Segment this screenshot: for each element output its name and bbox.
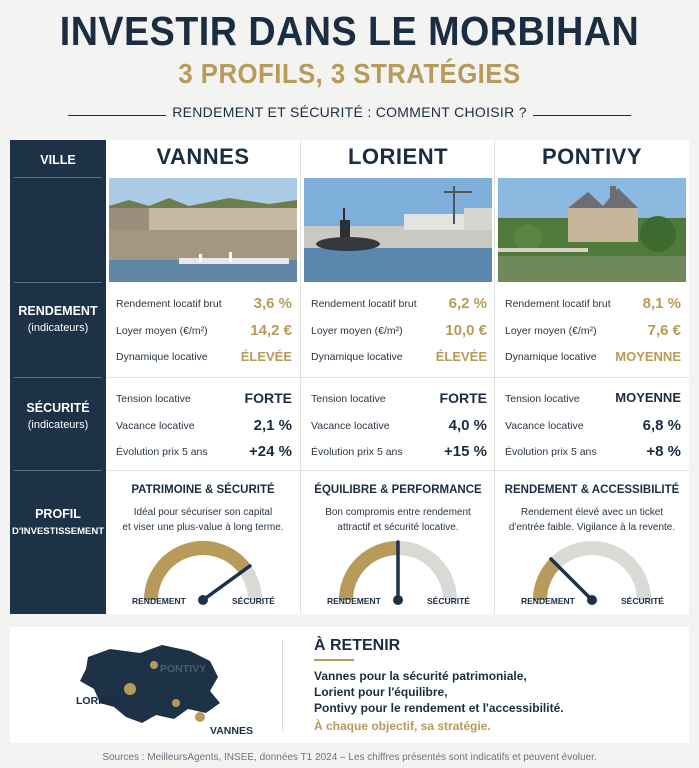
divider-line-right	[533, 115, 631, 116]
gauge-label-rendement: RENDEMENT	[132, 596, 186, 606]
city-column-lorient	[301, 140, 495, 614]
indicator-row	[311, 295, 487, 315]
retain-line: Vannes pour la sécurité patrimoniale,	[314, 669, 527, 683]
indicator-value: 6,8 %	[642, 417, 681, 434]
indicator-label: Dynamique locative	[505, 351, 597, 363]
retain-divider	[282, 639, 283, 731]
rendement-title: RENDEMENT	[18, 304, 98, 318]
map-label-vannes: VANNES	[210, 725, 253, 737]
indicator-row	[505, 443, 681, 463]
gauge-fill	[346, 548, 398, 600]
rendement-label	[10, 303, 106, 337]
securite-subtitle: (indicateurs)	[27, 419, 89, 431]
sidebar-separator	[14, 377, 102, 378]
indicator-label: Loyer moyen (€/m²)	[311, 325, 403, 337]
indicator-row	[116, 295, 292, 315]
indicator-label: Évolution prix 5 ans	[116, 446, 208, 458]
indicator-label: Tension locative	[311, 393, 386, 405]
indicator-label: Tension locative	[505, 393, 580, 405]
indicator-row	[116, 322, 292, 342]
city-name: VANNES	[156, 144, 250, 169]
indicator-label: Rendement locatif brut	[505, 298, 611, 310]
gauge-hub	[393, 595, 403, 605]
indicator-value: 3,6 %	[253, 295, 292, 312]
indicator-row	[311, 443, 487, 463]
page-subtitle: 3 PROFILS, 3 STRATÉGIES	[178, 58, 521, 89]
profil-subtitle: D'INVESTISSEMENT	[12, 526, 104, 537]
indicator-label: Loyer moyen (€/m²)	[505, 325, 597, 337]
indicator-label: Évolution prix 5 ans	[505, 446, 597, 458]
indicator-value: +8 %	[646, 443, 681, 460]
indicator-label: Rendement locatif brut	[311, 298, 417, 310]
gauge-fill	[151, 548, 245, 600]
profile-description	[309, 505, 487, 535]
gauge-track	[540, 548, 644, 600]
indicator-row	[505, 295, 681, 315]
indicator-value: ÉLEVÉE	[240, 349, 292, 364]
indicator-value: MOYENNE	[615, 349, 681, 364]
profil-title: PROFIL	[35, 507, 81, 521]
retain-conclusion: À chaque objectif, sa stratégie.	[314, 719, 491, 733]
gauge-label-securite: SÉCURITÉ	[621, 596, 664, 606]
city-photo-vannes	[109, 178, 297, 282]
indicator-row	[505, 390, 681, 410]
retain-title: À RETENIR	[314, 637, 401, 654]
indicator-row	[505, 348, 681, 368]
city-photo-pontivy	[498, 178, 686, 282]
indicator-value: +15 %	[444, 443, 487, 460]
indicator-value: MOYENNE	[615, 390, 681, 405]
gauge-fill	[540, 563, 555, 600]
indicator-label: Vacance locative	[116, 420, 195, 432]
indicator-value: ÉLEVÉE	[435, 349, 487, 364]
ville-label: VILLE	[40, 153, 76, 167]
indicator-value: 4,0 %	[448, 417, 487, 434]
gauge-hub	[587, 595, 597, 605]
profil-label	[10, 506, 106, 540]
section-question: RENDEMENT ET SÉCURITÉ : COMMENT CHOISIR ?	[172, 104, 527, 120]
retain-accent-bar	[314, 659, 354, 661]
key-takeaways-box	[10, 627, 689, 743]
profile-description-line: Idéal pour sécuriser son capital	[133, 507, 273, 518]
sidebar-separator	[14, 470, 102, 471]
profile-description	[114, 505, 292, 535]
indicator-label: Dynamique locative	[311, 351, 403, 363]
morbihan-map	[70, 637, 250, 733]
indicator-label: Vacance locative	[311, 420, 390, 432]
gauge-label-securite: SÉCURITÉ	[232, 596, 275, 606]
row-header-sidebar	[10, 140, 106, 614]
gauge-label-rendement: RENDEMENT	[327, 596, 381, 606]
retain-line: Pontivy pour le rendement et l'accessibilité.	[314, 701, 564, 715]
indicator-label: Dynamique locative	[116, 351, 208, 363]
comparison-panel	[10, 140, 689, 614]
securite-title: SÉCURITÉ	[26, 401, 90, 415]
gauge-needle	[203, 566, 250, 600]
indicator-value: 14,2 €	[250, 322, 292, 339]
sidebar-separator	[14, 282, 102, 283]
indicator-value: 6,2 %	[448, 295, 487, 312]
gauge-needle	[551, 559, 592, 600]
indicator-row	[311, 322, 487, 342]
profile-description-line: Bon compromis entre rendement	[325, 507, 471, 518]
indicator-label: Évolution prix 5 ans	[311, 446, 403, 458]
indicator-label: Rendement locatif brut	[116, 298, 222, 310]
indicator-row	[505, 322, 681, 342]
indicator-value: 8,1 %	[642, 295, 681, 312]
indicator-row	[505, 417, 681, 437]
indicator-row	[116, 390, 292, 410]
indicator-row	[116, 348, 292, 368]
city-column-pontivy	[495, 140, 689, 614]
sidebar-separator	[14, 177, 102, 178]
map-label-lorient: LORIENT	[76, 695, 123, 707]
profile-description	[503, 505, 681, 535]
profile-title: RENDEMENT & ACCESSIBILITÉ	[504, 484, 680, 496]
indicator-row	[311, 348, 487, 368]
gauge-label-rendement: RENDEMENT	[521, 596, 575, 606]
question-row	[0, 104, 699, 126]
indicator-row	[311, 390, 487, 410]
city-column-vannes	[106, 140, 300, 614]
indicator-row	[311, 417, 487, 437]
rendement-subtitle: (indicateurs)	[27, 322, 89, 334]
securite-label	[10, 400, 106, 434]
indicator-value: 7,6 €	[647, 322, 681, 339]
indicator-row	[116, 443, 292, 463]
indicator-value: FORTE	[439, 390, 487, 406]
map-label-pontivy: PONTIVY	[160, 663, 207, 675]
city-name: LORIENT	[347, 144, 449, 169]
indicator-value: 10,0 €	[445, 322, 487, 339]
city-name: PONTIVY	[541, 144, 643, 169]
indicator-value: +24 %	[249, 443, 292, 460]
profile-title: ÉQUILIBRE & PERFORMANCE	[314, 484, 482, 496]
page-title: INVESTIR DANS LE MORBIHAN	[59, 8, 640, 54]
profile-description-line: attractif et sécurité locative.	[337, 522, 459, 533]
city-photo-lorient	[304, 178, 492, 282]
gauge-label-securite: SÉCURITÉ	[427, 596, 470, 606]
gauge-hub	[198, 595, 208, 605]
sources-footnote: Sources : MeilleursAgents, INSEE, données T1 2024 – Les chiffres présentés sont indicatifs et peuvent évoluer.	[102, 752, 597, 763]
retain-line: Lorient pour l'équilibre,	[314, 685, 448, 699]
indicator-value: 2,1 %	[253, 417, 292, 434]
indicator-label: Loyer moyen (€/m²)	[116, 325, 208, 337]
indicator-label: Tension locative	[116, 393, 191, 405]
profile-title: PATRIMOINE & SÉCURITÉ	[131, 484, 275, 496]
profile-description-line: Rendement élevé avec un ticket	[520, 507, 664, 518]
indicator-label: Vacance locative	[505, 420, 584, 432]
profile-description-line: et viser une plus-value à long terme.	[122, 522, 284, 533]
indicator-row	[116, 417, 292, 437]
indicator-value: FORTE	[244, 390, 292, 406]
profile-description-line: d'entrée faible. Vigilance à la revente.	[508, 522, 676, 533]
